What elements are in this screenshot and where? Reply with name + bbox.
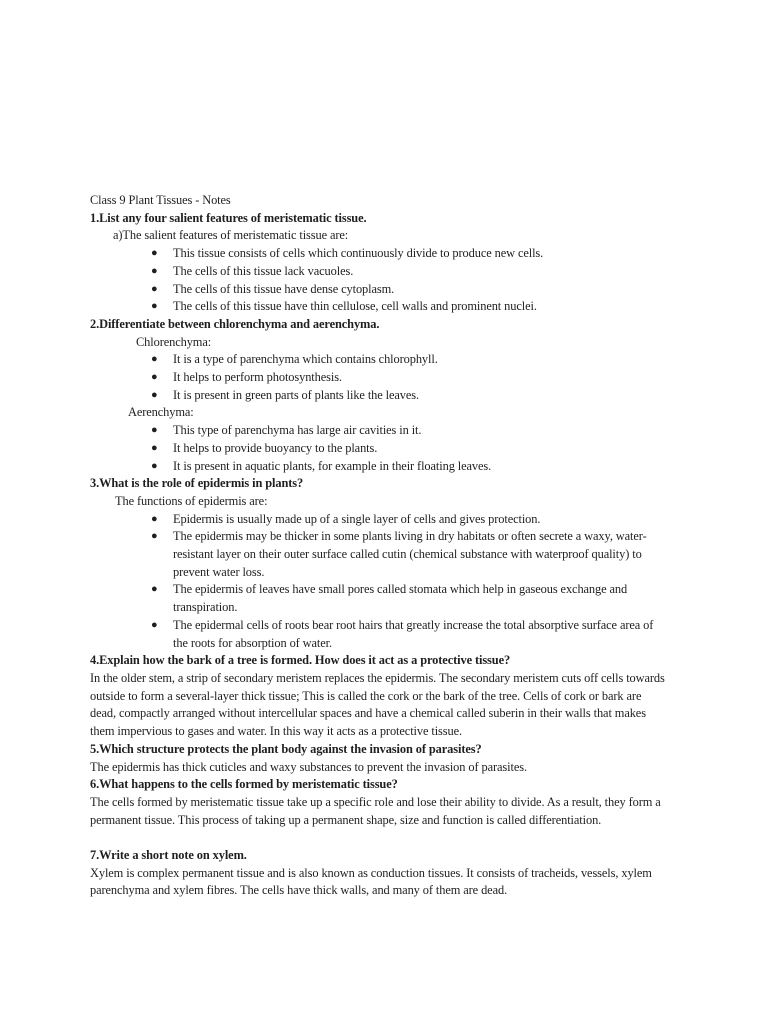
bullet-icon: ● [151, 583, 158, 596]
question-6: 6.What happens to the cells formed by meristematic tissue? [90, 777, 398, 792]
bullet-icon: ● [151, 371, 158, 384]
bullet-icon: ● [151, 247, 158, 260]
question-3: 3.What is the role of epidermis in plants? [90, 476, 304, 491]
q1-bullet-list [90, 245, 670, 316]
bullet-icon: ● [151, 264, 158, 277]
bullet-icon: ● [151, 424, 158, 437]
answer-6: The cells formed by meristematic tissue take up a specific role and lose their ability to divide. As a result, they form a permanent tissue. This process of taking up a permanent shape, size and function is called differentiation. [90, 794, 661, 827]
answer-5: The epidermis has thick cuticles and waxy substances to prevent the invasion of parasites. [90, 759, 527, 774]
bullet-icon: ● [151, 353, 158, 366]
question-1: 1.List any four salient features of meristematic tissue. [90, 210, 367, 225]
list-item: ● It is a type of parenchyma which contains chlorophyll. [90, 351, 670, 369]
q1-intro: a)The salient features of meristematic tissue are: [113, 228, 349, 243]
list-item: ● The cells of this tissue lack vacuoles. [90, 263, 670, 281]
bullet-icon: ● [151, 282, 158, 295]
q3-bullet-list [90, 511, 670, 653]
list-item: ● It is present in aquatic plants, for example in their floating leaves. [90, 458, 670, 476]
aerenchyma-label: Aerenchyma: [128, 405, 194, 420]
notes-content [90, 192, 670, 900]
question-5: 5.Which structure protects the plant body against the invasion of parasites? [90, 741, 482, 756]
bullet-icon: ● [151, 388, 158, 401]
bullet-icon: ● [151, 459, 158, 472]
bullet-icon: ● [151, 300, 158, 313]
list-item: ● The cells of this tissue have dense cytoplasm. [90, 281, 670, 299]
question-4: 4.Explain how the bark of a tree is formed. How does it act as a protective tissue? [90, 653, 511, 668]
q3-intro: The functions of epidermis are: [115, 493, 268, 508]
list-item: ● This type of parenchyma has large air cavities in it. [90, 422, 670, 440]
list-item: ● It is present in green parts of plants like the leaves. [90, 387, 670, 405]
list-item: ● The epidermal cells of roots bear root hairs that greatly increase the total absorptive surface area of the roots for absorption of water. [151, 617, 654, 650]
list-item: ● It helps to perform photosynthesis. [90, 369, 670, 387]
list-item: ● This tissue consists of cells which continuously divide to produce new cells. [90, 245, 670, 263]
bullet-icon: ● [151, 618, 158, 631]
list-item: ● The epidermis may be thicker in some plants living in dry habitats or often secrete a waxy, water- resistant layer on their outer surface called cutin (chemical substance with waterproof quality) to prevent water loss. [151, 529, 647, 579]
document-title: Class 9 Plant Tissues - Notes [90, 193, 231, 207]
answer-4: In the older stem, a strip of secondary meristem replaces the epidermis. The secondary meristem cuts off cells towards outside to form a several-layer thick tissue; This is called the cork or the bark of the tree. Cells of cork or bark are dead, compactly arranged without intercellular spaces and have a chemical called suberin in their walls that makes them impervious to gases and water. In this way it acts as a protective tissue. [90, 670, 665, 739]
aerenchyma-bullet-list [90, 422, 670, 475]
blank-line [90, 829, 670, 847]
chlorenchyma-label: Chlorenchyma: [136, 334, 212, 349]
chlorenchyma-bullet-list [90, 351, 670, 404]
bullet-icon: ● [151, 512, 158, 525]
answer-7: Xylem is complex permanent tissue and is also known as conduction tissues. It consists of tracheids, vessels, xylem parenchyma and xylem fibres. The cells have thick walls, and many of them are dead. [90, 865, 652, 898]
question-7: 7.Write a short note on xylem. [90, 848, 247, 862]
list-item: ● The epidermis of leaves have small pores called stomata which help in gaseous exchange and transpiration. [151, 582, 628, 615]
list-item: ● It helps to provide buoyancy to the plants. [90, 440, 670, 458]
bullet-icon: ● [151, 530, 158, 543]
list-item: ● Epidermis is usually made up of a single layer of cells and gives protection. [90, 511, 670, 529]
bullet-icon: ● [151, 441, 158, 454]
list-item: ● The cells of this tissue have thin cellulose, cell walls and prominent nuclei. [90, 298, 670, 316]
question-2: 2.Differentiate between chlorenchyma and aerenchyma. [90, 316, 380, 331]
